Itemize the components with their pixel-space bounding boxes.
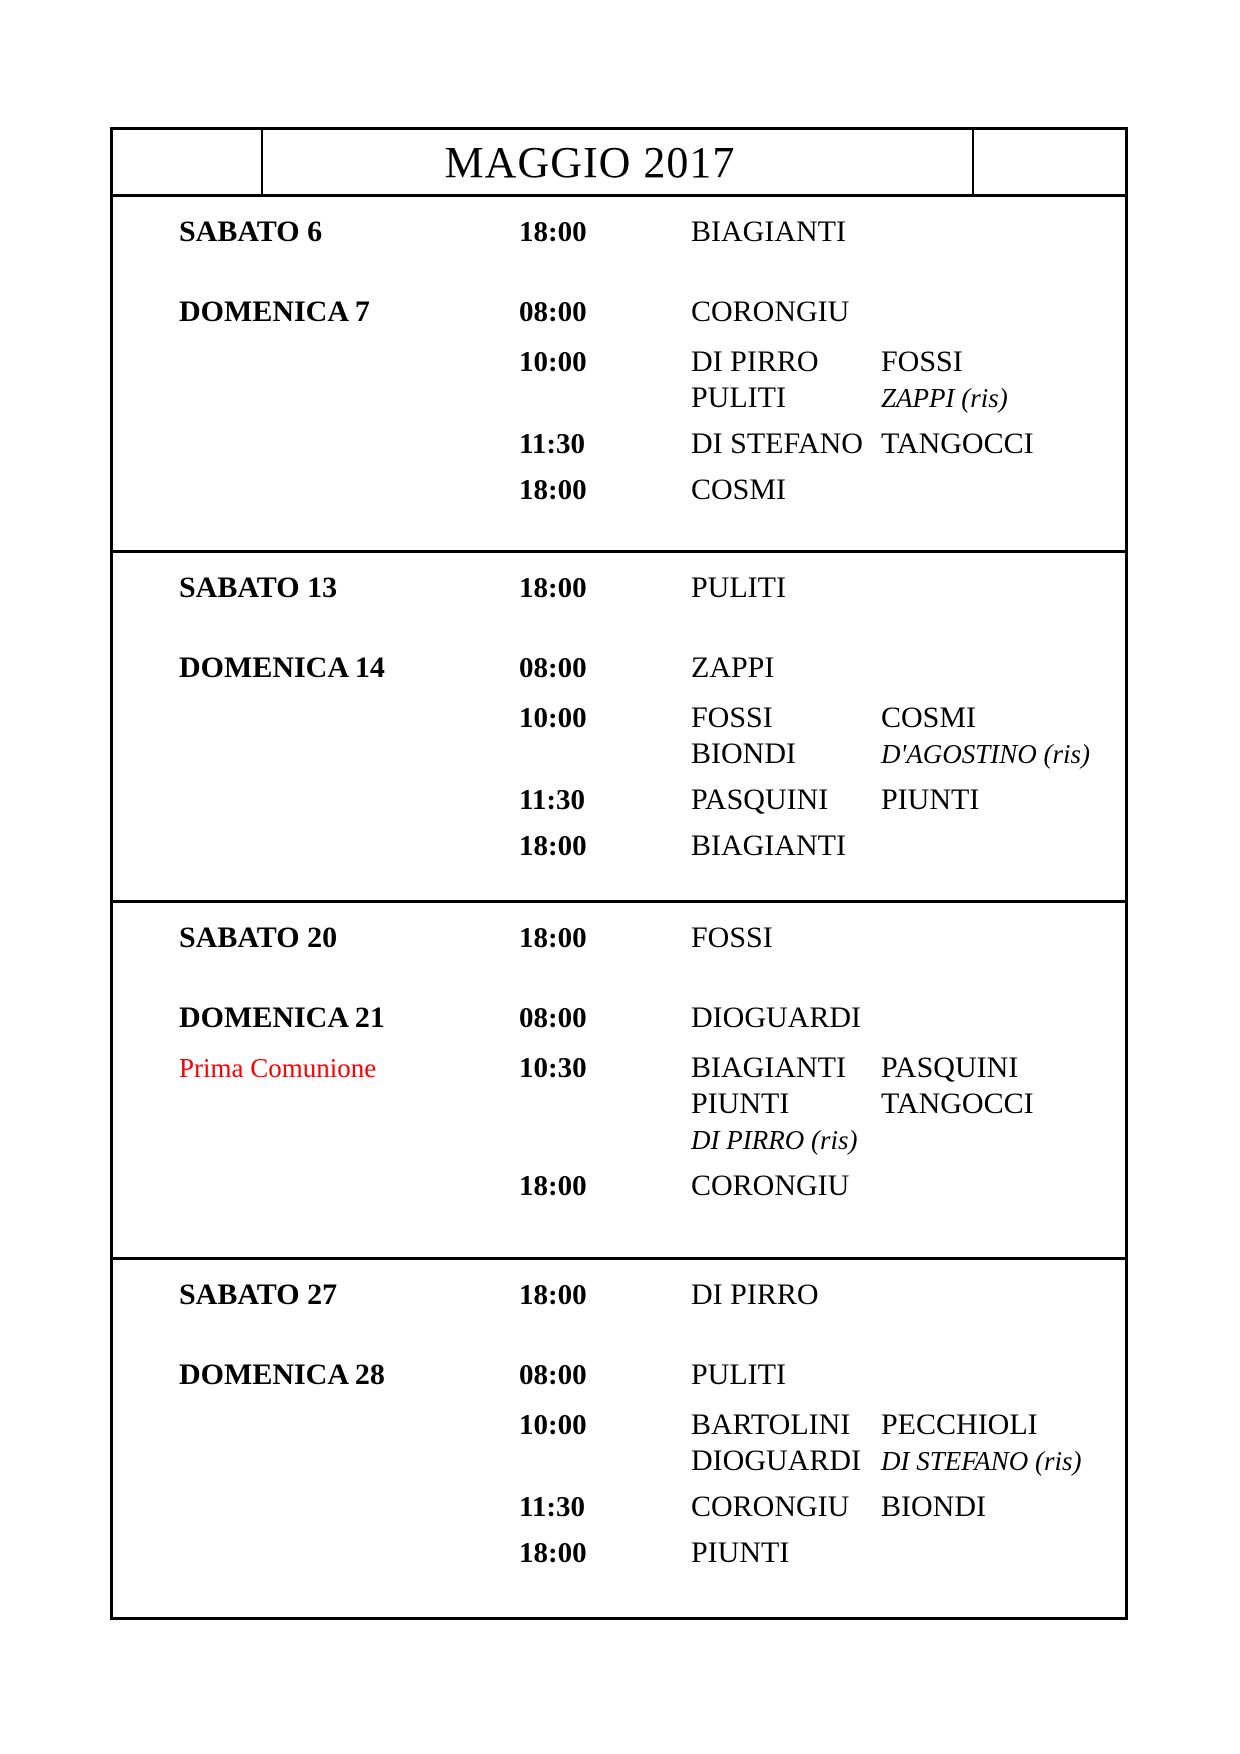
time-cell [519, 1409, 691, 1442]
schedule-line [113, 920, 1125, 956]
celebrant-name: TANGOCCI [881, 427, 1034, 460]
celebrant-name: PULITI [691, 1358, 786, 1391]
celebrant-cell-2 [881, 345, 1125, 379]
time-cell [519, 474, 691, 507]
time-label: 08:00 [519, 1001, 587, 1034]
celebrant-name: PIUNTI [691, 1536, 790, 1569]
celebrant-cell-2 [881, 427, 1125, 461]
day-cell [113, 1358, 519, 1392]
mass-entry [113, 650, 1125, 686]
month-title: MAGGIO 2017 [444, 137, 736, 187]
celebrant-cell-1 [691, 1536, 881, 1570]
schedule-body [113, 197, 1125, 1617]
weekend-section [113, 1260, 1125, 1617]
day-cell [113, 1001, 519, 1035]
celebrant-cell-1 [691, 1408, 881, 1442]
time-label: 10:00 [519, 1408, 587, 1441]
time-cell [519, 428, 691, 461]
schedule-line [113, 650, 1125, 686]
celebrant-cell-1 [691, 1444, 881, 1478]
mass-entry [113, 700, 1125, 772]
celebrant-name: ZAPPI (ris) [881, 382, 1008, 413]
celebrant-name: PIUNTI [691, 1087, 790, 1120]
time-cell [519, 216, 691, 249]
schedule-line [113, 570, 1125, 606]
time-label: 10:30 [519, 1051, 587, 1084]
mass-entry [113, 294, 1125, 330]
mass-entry [113, 1050, 1125, 1158]
celebrant-cell-1 [691, 1001, 881, 1035]
celebrant-cell-2 [881, 1051, 1125, 1085]
celebrant-cell-1 [691, 427, 881, 461]
celebrant-name: CORONGIU [691, 295, 850, 328]
schedule-line [113, 1086, 1125, 1122]
time-cell [519, 702, 691, 735]
time-label: 08:00 [519, 651, 587, 684]
celebrant-name: PECCHIOLI [881, 1408, 1038, 1441]
celebrant-cell-1 [691, 345, 881, 379]
celebrant-cell-1 [691, 1278, 881, 1312]
schedule-line [113, 828, 1125, 864]
mass-entry [113, 782, 1125, 818]
time-label: 10:00 [519, 701, 587, 734]
day-cell [113, 1278, 519, 1312]
celebrant-cell-2 [881, 1490, 1125, 1524]
celebrant-name: CORONGIU [691, 1490, 850, 1523]
celebrant-cell-1 [691, 783, 881, 817]
time-cell [519, 572, 691, 605]
day-label: SABATO 27 [179, 1278, 338, 1311]
celebrant-name: D'AGOSTINO (ris) [881, 738, 1091, 769]
mass-entry [113, 472, 1125, 508]
schedule-line [113, 380, 1125, 416]
table-header-row [113, 130, 1125, 197]
celebrant-cell-1 [691, 1087, 881, 1121]
weekend-section [113, 553, 1125, 903]
day-label: SABATO 6 [179, 215, 323, 248]
schedule-line [113, 1168, 1125, 1204]
celebrant-name: PULITI [691, 571, 786, 604]
time-cell [519, 784, 691, 817]
schedule-line [113, 1050, 1125, 1086]
celebrant-cell-2 [881, 783, 1125, 817]
day-label: DOMENICA 7 [179, 295, 370, 328]
celebrant-cell-1 [691, 381, 881, 415]
celebrant-name: BIONDI [691, 737, 796, 770]
mass-entry [113, 1357, 1125, 1393]
header-cell-left [113, 130, 263, 194]
celebrant-cell-1 [691, 701, 881, 735]
time-cell [519, 922, 691, 955]
time-label: 18:00 [519, 215, 587, 248]
celebrant-cell-1 [691, 473, 881, 507]
mass-entry [113, 920, 1125, 956]
schedule-line [113, 700, 1125, 736]
mass-entry [113, 570, 1125, 606]
time-cell [519, 1002, 691, 1035]
time-cell [519, 346, 691, 379]
celebrant-name: FOSSI [691, 701, 773, 734]
mass-entry [113, 1277, 1125, 1313]
celebrant-name: PASQUINI [691, 783, 829, 816]
celebrant-name: PASQUINI [881, 1051, 1019, 1084]
schedule-line [113, 1489, 1125, 1525]
celebrant-name: PIUNTI [881, 783, 980, 816]
celebrant-name: DI STEFANO [691, 427, 863, 460]
celebrant-cell-1 [691, 1169, 881, 1203]
schedule-line [113, 426, 1125, 462]
schedule-line [113, 736, 1125, 772]
time-label: 18:00 [519, 1169, 587, 1202]
day-label: DOMENICA 28 [179, 1358, 385, 1391]
day-cell [113, 921, 519, 955]
time-cell [519, 1052, 691, 1085]
time-label: 18:00 [519, 921, 587, 954]
celebrant-name: TANGOCCI [881, 1087, 1034, 1120]
time-label: 08:00 [519, 1358, 587, 1391]
celebrant-cell-1 [691, 1358, 881, 1392]
time-cell [519, 652, 691, 685]
mass-entry [113, 1407, 1125, 1479]
celebrant-name: ZAPPI [691, 651, 775, 684]
time-label: 18:00 [519, 1536, 587, 1569]
day-label: DOMENICA 21 [179, 1001, 385, 1034]
celebrant-cell-1 [691, 571, 881, 605]
celebrant-name: DIOGUARDI [691, 1001, 861, 1034]
celebrant-name: BARTOLINI [691, 1408, 851, 1441]
time-cell [519, 1170, 691, 1203]
time-cell [519, 830, 691, 863]
mass-entry [113, 214, 1125, 250]
day-cell [113, 215, 519, 249]
celebrant-name: BIONDI [881, 1490, 986, 1523]
day-label: DOMENICA 14 [179, 651, 385, 684]
time-cell [519, 296, 691, 329]
schedule-line [113, 294, 1125, 330]
celebrant-cell-1 [691, 737, 881, 771]
time-label: 18:00 [519, 571, 587, 604]
mass-entry [113, 1489, 1125, 1525]
mass-entry [113, 1535, 1125, 1571]
celebrant-cell-2 [881, 383, 1125, 414]
mass-entry [113, 426, 1125, 462]
time-label: 11:30 [519, 427, 586, 460]
time-label: 18:00 [519, 829, 587, 862]
time-label: 18:00 [519, 473, 587, 506]
day-cell [113, 1053, 519, 1084]
header-cell-center [263, 130, 972, 194]
celebrant-name: DI STEFANO (ris) [881, 1445, 1082, 1476]
day-cell [113, 295, 519, 329]
schedule-line [113, 214, 1125, 250]
weekend-section [113, 197, 1125, 553]
schedule-line [113, 1122, 1125, 1158]
celebrant-name: DIOGUARDI [691, 1444, 861, 1477]
schedule-line [113, 1407, 1125, 1443]
celebrant-cell-1 [691, 651, 881, 685]
celebrant-cell-1 [691, 1490, 881, 1524]
day-label: SABATO 13 [179, 571, 338, 604]
celebrant-cell-1 [691, 921, 881, 955]
celebrant-cell-2 [881, 1446, 1125, 1477]
event-note: Prima Comunione [179, 1052, 377, 1083]
day-cell [113, 651, 519, 685]
day-label: SABATO 20 [179, 921, 338, 954]
celebrant-name: DI PIRRO [691, 1278, 819, 1311]
celebrant-name: BIAGIANTI [691, 1051, 846, 1084]
schedule-line [113, 1535, 1125, 1571]
celebrant-name: CORONGIU [691, 1169, 850, 1202]
time-label: 08:00 [519, 295, 587, 328]
celebrant-cell-1 [691, 215, 881, 249]
celebrant-cell-2 [881, 1408, 1125, 1442]
schedule-line [113, 344, 1125, 380]
celebrant-cell-2 [881, 701, 1125, 735]
celebrant-name: BIAGIANTI [691, 829, 846, 862]
schedule-line [113, 1000, 1125, 1036]
celebrant-cell-2 [881, 739, 1125, 770]
time-label: 18:00 [519, 1278, 587, 1311]
celebrant-name: COSMI [881, 701, 977, 734]
mass-entry [113, 828, 1125, 864]
time-label: 10:00 [519, 345, 587, 378]
monthly-schedule-table [110, 127, 1128, 1620]
schedule-line [113, 472, 1125, 508]
weekend-section [113, 903, 1125, 1260]
celebrant-name: DI PIRRO (ris) [691, 1124, 858, 1155]
time-label: 11:30 [519, 1490, 586, 1523]
celebrant-name: PULITI [691, 381, 786, 414]
time-cell [519, 1279, 691, 1312]
time-cell [519, 1537, 691, 1570]
celebrant-name: FOSSI [691, 921, 773, 954]
celebrant-name: FOSSI [881, 345, 963, 378]
celebrant-cell-1 [691, 295, 881, 329]
celebrant-cell-2 [881, 1087, 1125, 1121]
schedule-line [113, 1277, 1125, 1313]
celebrant-name: DI PIRRO [691, 345, 819, 378]
mass-entry [113, 1168, 1125, 1204]
schedule-line [113, 1443, 1125, 1479]
celebrant-name: BIAGIANTI [691, 215, 846, 248]
schedule-line [113, 1357, 1125, 1393]
schedule-line [113, 782, 1125, 818]
celebrant-cell-1 [691, 1051, 881, 1085]
celebrant-cell-1 [691, 1125, 881, 1156]
celebrant-cell-1 [691, 829, 881, 863]
time-cell [519, 1359, 691, 1392]
mass-entry [113, 1000, 1125, 1036]
celebrant-name: COSMI [691, 473, 787, 506]
mass-entry [113, 344, 1125, 416]
time-label: 11:30 [519, 783, 586, 816]
time-cell [519, 1491, 691, 1524]
header-cell-right [972, 130, 1125, 194]
day-cell [113, 571, 519, 605]
